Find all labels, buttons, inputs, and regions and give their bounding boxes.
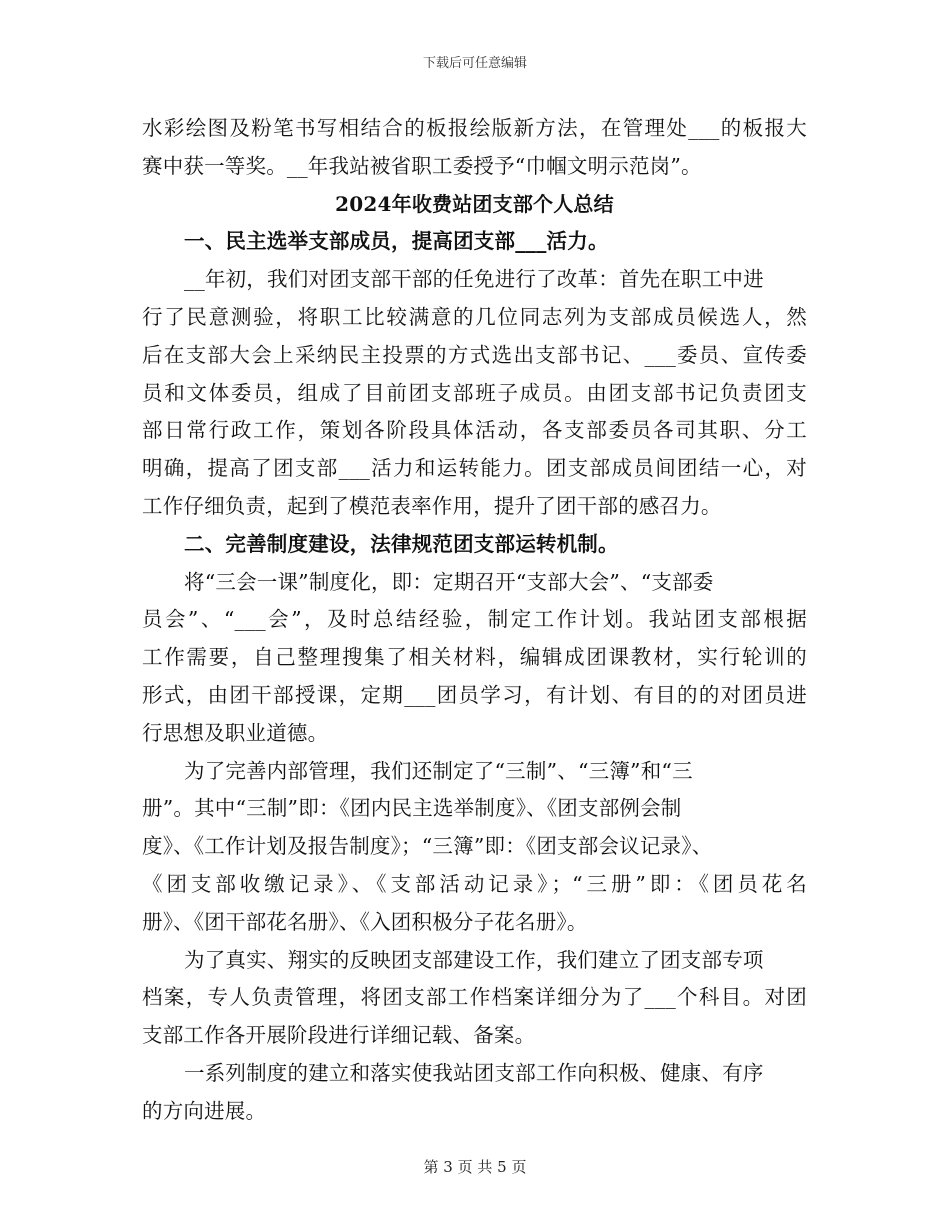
paragraph-line: 后在支部大会上采纳民主投票的方式选出支部书记、___委员、宣传委 [142,342,807,367]
paragraph-line: 水彩绘图及粉笔书写相结合的板报绘版新方法，在管理处___的板报大 [142,116,807,140]
page-header: 下载后可任意编辑 [422,56,527,71]
paragraph-line: 的方向进展。 [142,1098,267,1123]
paragraph-line: __年初，我们对团支部干部的任免进行了改革：首先在职工中进 [184,267,764,292]
page-footer: 第 3 页 共 5 页 [423,1158,527,1176]
paragraph-line: 档案，专人负责管理，将团支部工作档案详细分为了___个科目。对团 [142,985,807,1010]
paragraph-line: 为了完善内部管理，我们还制定了“三制”、“三簿”和“三 [184,758,693,783]
paragraph-line: 工作仔细负责，起到了模范表率作用，提升了团干部的感召力。 [142,493,722,518]
paragraph-line: 行了民意测验，将职工比较满意的几位同志列为支部成员候选人，然 [142,304,807,329]
document-title: 2024年收费站团支部个人总结 [335,191,614,216]
paragraph-line: 赛中获一等奖。__年我站被省职工委授予“巾帼文明示范岗”。 [142,153,702,178]
paragraph-line: 行思想及职业道德。 [142,720,329,745]
paragraph-line: 支部工作各开展阶段进行详细记载、备案。 [142,1023,536,1048]
document-body [142,110,807,1131]
paragraph-line: 部日常行政工作，策划各阶段具体活动，各支部委员各司其职、分工 [142,418,807,443]
paragraph-line: 形式，由团干部授课，定期___团员学习，有计划、有目的的对团员进 [142,682,807,707]
paragraph-line: 为了真实、翔实的反映团支部建设工作，我们建立了团支部专项 [184,947,764,972]
section-heading-2: 二、完善制度建设，法律规范团支部运转机制。 [184,531,619,556]
paragraph-line: 册》、《团干部花名册》、《入团积极分子花名册》。 [142,909,588,934]
paragraph-line: 员会”、“___会”，及时总结经验，制定工作计划。我站团支部根据 [142,607,807,632]
paragraph-line: 一系列制度的建立和落实使我站团支部工作向积极、健康、有序 [184,1060,764,1085]
paragraph-line: 度》、《工作计划及报告制度》；“三簿”即：《团支部会议记录》、 [142,834,713,859]
paragraph-line: 员和文体委员，组成了目前团支部班子成员。由团支部书记负责团支 [142,380,807,405]
section-heading-1: 一、民主选举支部成员，提高团支部___活力。 [184,229,609,254]
paragraph-line: 册”。其中“三制”即：《团内民主选举制度》、《团支部例会制 [142,796,682,821]
paragraph-line: 《团支部收缴记录》、《支部活动记录》；“三册”即：《团员花名 [142,871,807,896]
paragraph-line: 将“三会一课”制度化，即：定期召开“支部大会”、“支部委 [184,569,714,594]
paragraph-line: 明确，提高了团支部___活力和运转能力。团支部成员间团结一心，对 [142,456,807,481]
paragraph-line: 工作需要，自己整理搜集了相关材料，编辑成团课教材，实行轮训的 [142,645,807,670]
